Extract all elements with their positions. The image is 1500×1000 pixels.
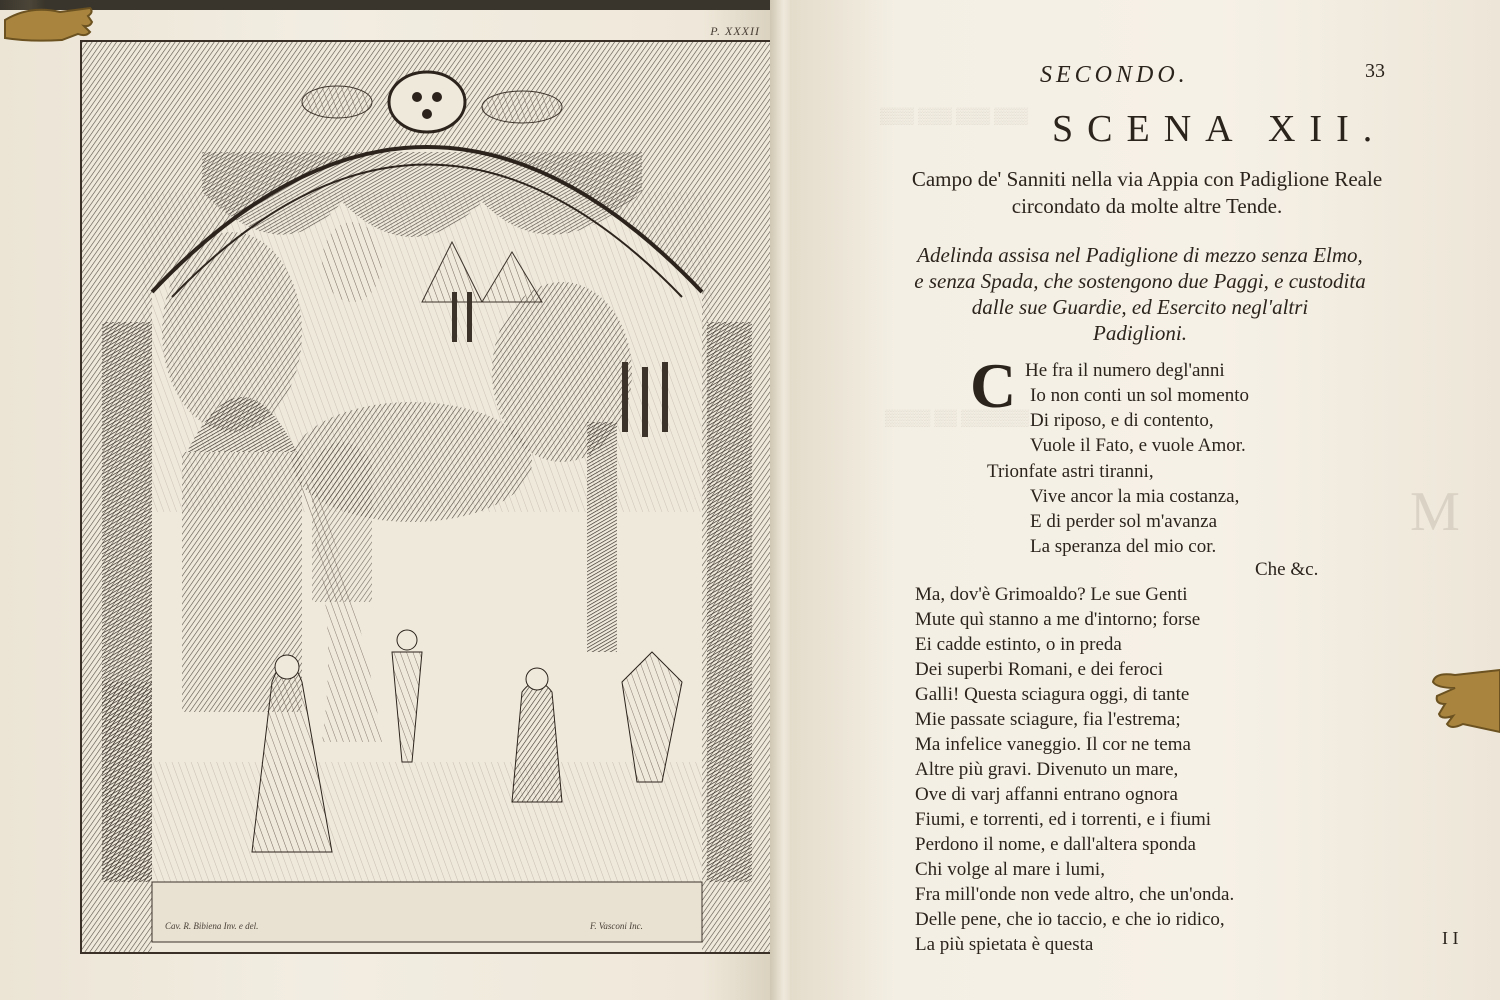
stage-scene-engraving	[82, 42, 772, 952]
show-through: ▒▒▒▒ ▒▒ ▒▒▒▒▒▒	[885, 410, 1030, 427]
recitative-line: Chi volge al mare i lumi,	[915, 859, 1105, 880]
recitative-line: Fiumi, e torrenti, ed i torrenti, e i fiumi	[915, 809, 1212, 830]
recitative-line: Dei superbi Romani, e dei feroci	[915, 659, 1163, 680]
recitative-line: Delle pene, che io taccio, e che io ridico,	[915, 909, 1225, 930]
engraving-plate	[80, 40, 774, 954]
stage-line: e senza Spada, che sostengono due Paggi, e custodita	[914, 269, 1366, 293]
aria-line: Vuole il Fato, e vuole Amor.	[1030, 435, 1246, 456]
show-through: M	[1410, 481, 1460, 543]
recitative-line: Ove di varj affanni entrano ognora	[915, 784, 1178, 805]
recitative-line: Fra mill'onde non vede altro, che un'onda.	[915, 884, 1235, 905]
aria-line: Trionfate astri tiranni,	[987, 461, 1154, 482]
recitative-line: Ma, dov'è Grimoaldo? Le sue Genti	[915, 584, 1188, 605]
recitative-line: Perdono il nome, e dall'altera sponda	[915, 834, 1196, 855]
recitative-line: Mute quì stanno a me d'intorno; forse	[915, 609, 1201, 630]
aria-line: Di riposo, e di contento,	[1030, 410, 1214, 431]
aria-line: He fra il numero degl'anni	[1025, 360, 1225, 381]
plate-number: P. XXXII	[710, 24, 760, 38]
stage-line: Adelinda assisa nel Padiglione di mezzo senza Elmo,	[917, 243, 1363, 267]
right-page	[790, 0, 1500, 1000]
signature-mark: I I	[1442, 928, 1459, 948]
recitative-line: Galli! Questa sciagura oggi, di tante	[915, 684, 1190, 705]
aria-line: Io non conti un sol momento	[1030, 385, 1250, 406]
artist-credit: Cav. R. Bibiena Inv. e del.	[165, 921, 259, 931]
da-capo: Che &c.	[1255, 559, 1319, 580]
brass-hand-clip-icon	[0, 0, 95, 55]
recitative-line: Altre più gravi. Divenuto un mare,	[915, 759, 1179, 780]
setting-line: Campo de' Sanniti nella via Appia con Padiglione Reale	[911, 167, 1383, 191]
recitative-line: Mie passate sciagure, fia l'estrema;	[915, 709, 1181, 730]
scene-title: SCENA XII.	[1052, 108, 1387, 150]
aria-line: La speranza del mio cor.	[1030, 536, 1217, 557]
page-number: 33	[1365, 60, 1385, 82]
stage-line: dalle sue Guardie, ed Esercito negl'altri	[971, 295, 1309, 319]
stage-line: Padiglioni.	[1093, 321, 1187, 345]
show-through: ▒▒▒ ▒▒▒ ▒▒▒ ▒▒▒	[880, 108, 1029, 125]
setting-line: circondato da molte altre Tende.	[1011, 194, 1283, 218]
stage-direction	[860, 242, 1420, 346]
running-head: SECONDO.	[1040, 62, 1189, 88]
aria-line: Vive ancor la mia costanza,	[1030, 486, 1240, 507]
recitative-line: Ma infelice vaneggio. Il cor ne tema	[915, 734, 1191, 755]
aria-line: E di perder sol m'avanza	[1030, 511, 1218, 532]
recitative-line: Ei cadde estinto, o in preda	[915, 634, 1122, 655]
recitative-line: La più spietata è questa	[915, 934, 1094, 955]
engraver-credit: F. Vasconi Inc.	[590, 921, 643, 931]
scene-setting	[852, 166, 1442, 220]
drop-capital: C	[970, 350, 1017, 421]
brass-hand-clip-icon	[1425, 660, 1500, 745]
